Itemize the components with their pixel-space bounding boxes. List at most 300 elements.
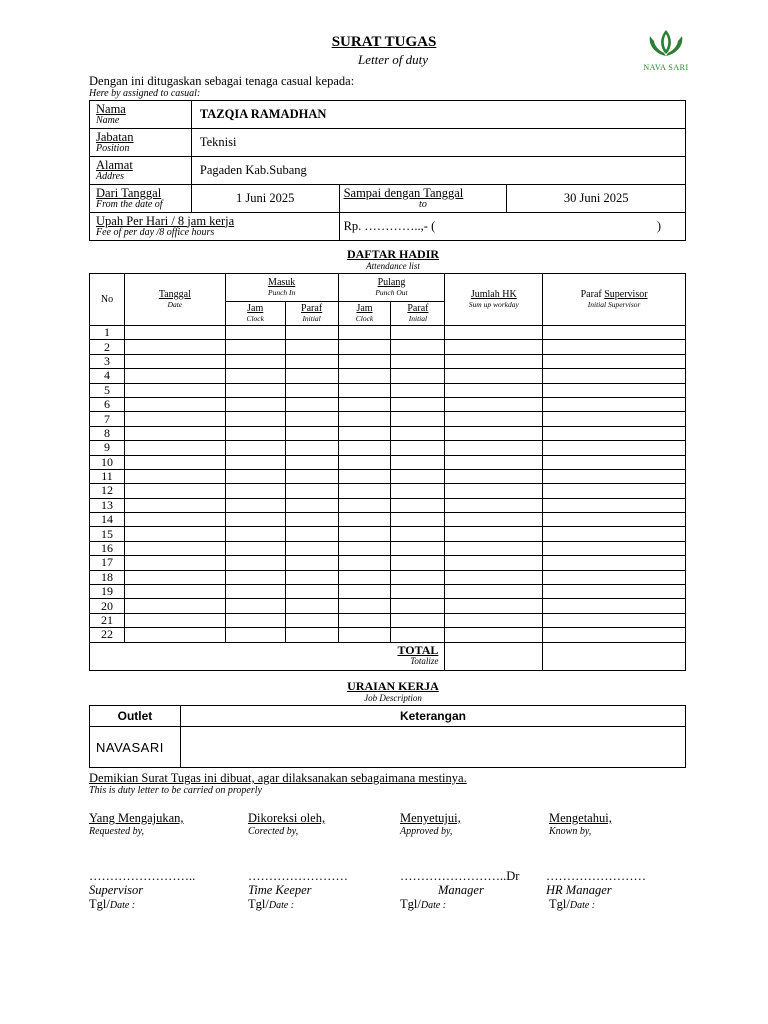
row-number: 5: [90, 383, 125, 397]
out-clock-label: Jam: [356, 302, 373, 314]
sig-approved: [400, 811, 461, 837]
row-number: 10: [90, 455, 125, 469]
attendance-row: [90, 412, 686, 426]
date-cell[interactable]: [124, 426, 225, 440]
out-initial-cell[interactable]: [391, 613, 445, 627]
in-clock-cell[interactable]: [225, 498, 285, 512]
out-initial-cell[interactable]: [391, 556, 445, 570]
attendance-row: [90, 585, 686, 599]
out-clock-cell[interactable]: [338, 340, 391, 354]
in-clock-cell[interactable]: [225, 455, 285, 469]
in-clock-cell[interactable]: [225, 441, 285, 455]
in-clock-cell[interactable]: [225, 369, 285, 383]
supervisor-cell[interactable]: [543, 441, 686, 455]
in-initial-cell[interactable]: [285, 541, 338, 555]
date-corrected: [248, 897, 294, 912]
out-clock-cell[interactable]: [338, 570, 391, 584]
col-no: No: [90, 274, 125, 326]
col-outlet: Outlet: [90, 706, 181, 727]
supervisor-cell[interactable]: [543, 570, 686, 584]
address-row: [90, 157, 686, 185]
fee-label: Upah Per Hari / 8 jam kerja: [96, 213, 235, 228]
date-cell[interactable]: [124, 383, 225, 397]
out-initial-label: Paraf: [407, 302, 429, 314]
supervisor-cell[interactable]: [543, 613, 686, 627]
workday-cell[interactable]: [445, 397, 543, 411]
supervisor-cell[interactable]: [543, 455, 686, 469]
workday-cell[interactable]: [445, 570, 543, 584]
supervisor-cell[interactable]: [543, 326, 686, 340]
tgl-label: Tgl/: [400, 897, 421, 911]
tgl-label: Tgl/: [248, 897, 269, 911]
workday-cell[interactable]: [445, 599, 543, 613]
date-cell[interactable]: [124, 613, 225, 627]
row-number: 3: [90, 354, 125, 368]
document-subtitle: Letter of duty: [357, 52, 429, 67]
sig-requested: [89, 811, 184, 837]
supervisor-cell[interactable]: [543, 340, 686, 354]
in-clock-cell[interactable]: [225, 340, 285, 354]
row-number: 21: [90, 613, 125, 627]
attendance-row: [90, 527, 686, 541]
date-to-label: Sampai dengan Tanggal: [343, 185, 464, 200]
date-cell[interactable]: [124, 369, 225, 383]
attendance-row: [90, 628, 686, 642]
out-initial-cell[interactable]: [391, 397, 445, 411]
out-initial-cell[interactable]: [391, 383, 445, 397]
sig-known-line[interactable]: ……………………: [546, 869, 646, 883]
position-value: Teknisi: [191, 129, 685, 157]
date-cell[interactable]: [124, 412, 225, 426]
workday-cell[interactable]: [445, 556, 543, 570]
date-cell[interactable]: [124, 469, 225, 483]
in-clock-cell[interactable]: [225, 628, 285, 642]
date-from-label: Dari Tanggal: [96, 185, 162, 200]
col-punch-out: [338, 274, 445, 302]
sig-corrected-sub: Corected by,: [248, 826, 299, 837]
date-cell[interactable]: [124, 585, 225, 599]
date-cell[interactable]: [124, 570, 225, 584]
col-workday-sub: Sum up workday: [468, 299, 519, 309]
col-supervisor: [543, 274, 686, 326]
out-clock-cell[interactable]: [338, 369, 391, 383]
attendance-row: [90, 340, 686, 354]
in-clock-cell[interactable]: [225, 383, 285, 397]
row-number: 14: [90, 513, 125, 527]
out-initial-cell[interactable]: [391, 469, 445, 483]
sig-approved-sub: Approved by,: [400, 826, 453, 837]
out-clock-cell[interactable]: [338, 469, 391, 483]
in-clock-cell[interactable]: [225, 599, 285, 613]
attendance-table: [89, 273, 686, 671]
col-date-sub: Date: [167, 299, 183, 309]
in-clock-cell[interactable]: [225, 354, 285, 368]
closing-text-en: This is duty letter to be carried on properly: [89, 785, 262, 796]
workday-cell[interactable]: [445, 441, 543, 455]
out-initial-cell[interactable]: [391, 527, 445, 541]
col-out-label: Pulang: [377, 276, 406, 288]
in-clock-sub: Clock: [246, 313, 264, 323]
out-clock-cell[interactable]: [338, 441, 391, 455]
out-clock-cell[interactable]: [338, 585, 391, 599]
role-supervisor: Supervisor: [89, 883, 144, 897]
total-label-en: Totalize: [410, 656, 439, 667]
in-initial-cell[interactable]: [285, 556, 338, 570]
in-initial-cell[interactable]: [285, 326, 338, 340]
supervisor-cell[interactable]: [543, 556, 686, 570]
name-row: [90, 101, 686, 129]
supervisor-cell[interactable]: [543, 354, 686, 368]
in-clock-cell[interactable]: [225, 527, 285, 541]
out-initial-cell[interactable]: [391, 441, 445, 455]
attendance-row: [90, 354, 686, 368]
date-label: Date :: [268, 900, 295, 911]
workday-cell[interactable]: [445, 426, 543, 440]
workday-cell[interactable]: [445, 613, 543, 627]
name-value: TAZQIA RAMADHAN: [191, 101, 685, 129]
in-clock-cell[interactable]: [225, 426, 285, 440]
fee-row: [90, 213, 686, 241]
job-description-table: [89, 705, 686, 768]
attendance-row: [90, 599, 686, 613]
out-initial-cell[interactable]: [391, 455, 445, 469]
address-label: Alamat: [96, 157, 133, 172]
col-in-label: Masuk: [268, 276, 296, 288]
out-clock-cell[interactable]: [338, 326, 391, 340]
col-date: [124, 274, 225, 326]
address-value: Pagaden Kab.Subang: [191, 157, 685, 185]
in-clock-cell[interactable]: [225, 484, 285, 498]
out-clock-cell[interactable]: [338, 613, 391, 627]
tgl-label: Tgl/: [549, 897, 570, 911]
attendance-row: [90, 469, 686, 483]
row-number: 2: [90, 340, 125, 354]
workday-cell[interactable]: [445, 412, 543, 426]
supervisor-cell[interactable]: [543, 369, 686, 383]
date-cell[interactable]: [124, 527, 225, 541]
out-initial-cell[interactable]: [391, 599, 445, 613]
out-clock-cell[interactable]: [338, 397, 391, 411]
col-workday-label: Jumlah HK: [470, 288, 517, 300]
attendance-row: [90, 326, 686, 340]
out-clock-cell[interactable]: [338, 556, 391, 570]
sig-known: [549, 811, 612, 837]
in-clock-cell[interactable]: [225, 469, 285, 483]
in-clock-cell[interactable]: [225, 397, 285, 411]
date-cell[interactable]: [124, 599, 225, 613]
workday-cell[interactable]: [445, 527, 543, 541]
in-initial-cell[interactable]: [285, 628, 338, 642]
total-workday-cell[interactable]: [445, 642, 543, 670]
date-from-value: 1 Juni 2025: [191, 185, 339, 213]
out-clock-cell[interactable]: [338, 412, 391, 426]
date-label: Date :: [420, 900, 447, 911]
row-number: 13: [90, 498, 125, 512]
in-initial-cell[interactable]: [285, 354, 338, 368]
row-number: 20: [90, 599, 125, 613]
in-initial-cell[interactable]: [285, 441, 338, 455]
out-clock-cell[interactable]: [338, 498, 391, 512]
workday-cell[interactable]: [445, 628, 543, 642]
supervisor-cell[interactable]: [543, 426, 686, 440]
workday-cell[interactable]: [445, 383, 543, 397]
date-cell[interactable]: [124, 340, 225, 354]
in-initial-cell[interactable]: [285, 498, 338, 512]
row-number: 6: [90, 397, 125, 411]
col-supervisor-sub: Initial Supervisor: [587, 299, 641, 309]
col-workday: [445, 274, 543, 326]
date-label: Date :: [569, 900, 596, 911]
date-cell[interactable]: [124, 513, 225, 527]
in-initial-label: Paraf: [301, 302, 323, 314]
position-row: [90, 129, 686, 157]
out-clock-cell[interactable]: [338, 426, 391, 440]
date-range-row: [90, 185, 686, 213]
supervisor-cell[interactable]: [543, 412, 686, 426]
supervisor-cell[interactable]: [543, 397, 686, 411]
in-clock-cell[interactable]: [225, 412, 285, 426]
sig-known-label: Mengetahui,: [549, 811, 612, 825]
row-number: 4: [90, 369, 125, 383]
out-initial-cell[interactable]: [391, 585, 445, 599]
col-notes: Keterangan: [180, 706, 685, 727]
fee-close-paren: ): [656, 219, 661, 233]
out-initial-cell[interactable]: [391, 541, 445, 555]
out-initial-sub: Initial: [408, 313, 428, 323]
out-clock-cell[interactable]: [338, 628, 391, 642]
supervisor-cell[interactable]: [543, 513, 686, 527]
attendance-row: [90, 513, 686, 527]
in-initial-cell[interactable]: [285, 484, 338, 498]
supervisor-cell[interactable]: [543, 383, 686, 397]
sig-approved-label: Menyetujui,: [400, 811, 461, 825]
supervisor-cell[interactable]: [543, 628, 686, 642]
col-date-label: Tanggal: [158, 288, 191, 300]
out-clock-cell[interactable]: [338, 455, 391, 469]
supervisor-cell[interactable]: [543, 541, 686, 555]
fee-value: Rp. …………..,- (: [343, 219, 436, 233]
document-title: SURAT TUGAS: [331, 34, 437, 50]
out-initial-cell[interactable]: [391, 354, 445, 368]
date-cell[interactable]: [124, 484, 225, 498]
date-approved: [400, 897, 446, 912]
out-initial-cell[interactable]: [391, 426, 445, 440]
attendance-row: [90, 498, 686, 512]
in-clock-cell[interactable]: [225, 613, 285, 627]
in-initial-cell[interactable]: [285, 340, 338, 354]
col-out-sub: Punch Out: [375, 287, 408, 297]
in-clock-cell[interactable]: [225, 585, 285, 599]
in-initial-cell[interactable]: [285, 397, 338, 411]
workday-cell[interactable]: [445, 541, 543, 555]
in-clock-cell[interactable]: [225, 326, 285, 340]
sig-known-sub: Known by,: [549, 826, 592, 837]
row-number: 8: [90, 426, 125, 440]
supervisor-cell[interactable]: [543, 599, 686, 613]
workday-cell[interactable]: [445, 469, 543, 483]
attendance-subtitle: Attendance list: [366, 261, 420, 271]
in-initial-cell[interactable]: [285, 599, 338, 613]
workday-cell[interactable]: [445, 354, 543, 368]
in-initial-cell[interactable]: [285, 383, 338, 397]
col-supervisor-pre: Paraf: [580, 288, 605, 300]
attendance-row: [90, 541, 686, 555]
out-clock-cell[interactable]: [338, 541, 391, 555]
role-time-keeper: Time Keeper: [248, 883, 312, 897]
out-initial-cell[interactable]: [391, 628, 445, 642]
in-clock-cell[interactable]: [225, 541, 285, 555]
row-number: 19: [90, 585, 125, 599]
date-cell[interactable]: [124, 326, 225, 340]
in-initial-cell[interactable]: [285, 570, 338, 584]
job-subtitle: Job Description: [364, 693, 422, 703]
date-cell[interactable]: [124, 397, 225, 411]
col-punch-in: [225, 274, 338, 302]
in-initial-cell[interactable]: [285, 613, 338, 627]
in-initial-cell[interactable]: [285, 469, 338, 483]
attendance-row: [90, 484, 686, 498]
attendance-row: [90, 426, 686, 440]
navasari-logo: [638, 28, 694, 72]
sig-requested-label: Yang Mengajukan,: [89, 811, 184, 825]
out-clock-sub: Clock: [355, 313, 374, 323]
attendance-title: DAFTAR HADIR: [346, 247, 440, 261]
sig-requested-line[interactable]: ……………………..: [89, 869, 196, 883]
attendance-row: [90, 397, 686, 411]
out-clock-cell[interactable]: [338, 383, 391, 397]
row-number: 18: [90, 570, 125, 584]
date-cell[interactable]: [124, 541, 225, 555]
in-initial-cell[interactable]: [285, 455, 338, 469]
position-label-en: Position: [96, 142, 130, 154]
total-label: TOTAL: [397, 643, 439, 658]
sig-corrected-label: Dikoreksi oleh,: [248, 811, 326, 825]
workday-cell[interactable]: [445, 455, 543, 469]
sig-approved-line[interactable]: ……………………..Dr: [400, 869, 520, 883]
date-to-value: 30 Juni 2025: [507, 185, 686, 213]
outlet-value: NAVASARI: [90, 727, 181, 768]
total-supervisor-cell[interactable]: [543, 642, 686, 670]
date-cell[interactable]: [124, 498, 225, 512]
workday-cell[interactable]: [445, 484, 543, 498]
out-initial-cell[interactable]: [391, 513, 445, 527]
out-initial-cell[interactable]: [391, 326, 445, 340]
row-number: 15: [90, 527, 125, 541]
workday-cell[interactable]: [445, 369, 543, 383]
in-initial-cell[interactable]: [285, 369, 338, 383]
supervisor-cell[interactable]: [543, 585, 686, 599]
address-label-en: Addres: [96, 170, 124, 182]
date-cell[interactable]: [124, 354, 225, 368]
attendance-rows: [90, 326, 686, 643]
col-out-initial: [391, 302, 445, 326]
name-label: Nama: [96, 101, 126, 116]
out-initial-cell[interactable]: [391, 484, 445, 498]
workday-cell[interactable]: [445, 340, 543, 354]
workday-cell[interactable]: [445, 498, 543, 512]
col-in-sub: Punch In: [268, 287, 296, 297]
supervisor-cell[interactable]: [543, 484, 686, 498]
row-number: 11: [90, 469, 125, 483]
in-initial-cell[interactable]: [285, 513, 338, 527]
date-cell[interactable]: [124, 441, 225, 455]
fee-label-en: Fee of per day /8 office hours: [96, 226, 215, 238]
tgl-label: Tgl/: [89, 897, 110, 911]
notes-value[interactable]: [180, 727, 685, 768]
date-requested: [89, 897, 135, 912]
sig-corrected-line[interactable]: ……………………: [248, 869, 348, 883]
in-initial-cell[interactable]: [285, 527, 338, 541]
col-supervisor-label: Supervisor: [604, 288, 648, 300]
logo-text: NAVA SARI: [643, 63, 689, 72]
in-clock-label: Jam: [247, 302, 264, 314]
in-initial-cell[interactable]: [285, 412, 338, 426]
out-initial-cell[interactable]: [391, 412, 445, 426]
out-initial-cell[interactable]: [391, 340, 445, 354]
in-initial-cell[interactable]: [285, 426, 338, 440]
out-clock-cell[interactable]: [338, 599, 391, 613]
in-clock-cell[interactable]: [225, 570, 285, 584]
date-cell[interactable]: [124, 455, 225, 469]
out-clock-cell[interactable]: [338, 484, 391, 498]
workday-cell[interactable]: [445, 585, 543, 599]
row-number: 7: [90, 412, 125, 426]
date-cell[interactable]: [124, 556, 225, 570]
out-initial-cell[interactable]: [391, 498, 445, 512]
row-number: 9: [90, 441, 125, 455]
supervisor-cell[interactable]: [543, 469, 686, 483]
attendance-row: [90, 570, 686, 584]
sig-requested-sub: Requested by,: [89, 826, 144, 837]
date-label: Date :: [109, 900, 136, 911]
row-number: 17: [90, 556, 125, 570]
attendance-row: [90, 369, 686, 383]
in-clock-cell[interactable]: [225, 513, 285, 527]
role-manager: Manager: [438, 883, 484, 897]
supervisor-cell[interactable]: [543, 527, 686, 541]
attendance-row: [90, 556, 686, 570]
out-initial-cell[interactable]: [391, 570, 445, 584]
assignee-info-table: [89, 100, 686, 241]
sig-corrected: [248, 811, 325, 837]
role-hr-manager: HR Manager: [546, 883, 612, 897]
position-label: Jabatan: [96, 129, 134, 144]
in-clock-cell[interactable]: [225, 556, 285, 570]
intro-text-en: Here by assigned to casual:: [89, 88, 201, 99]
out-initial-cell[interactable]: [391, 369, 445, 383]
attendance-row: [90, 455, 686, 469]
out-clock-cell[interactable]: [338, 527, 391, 541]
workday-cell[interactable]: [445, 326, 543, 340]
attendance-row: [90, 613, 686, 627]
attendance-row: [90, 383, 686, 397]
row-number: 22: [90, 628, 125, 642]
in-initial-cell[interactable]: [285, 585, 338, 599]
date-cell[interactable]: [124, 628, 225, 642]
name-label-en: Name: [96, 114, 120, 126]
intro-text: Dengan ini ditugaskan sebagai tenaga casual kepada:: [89, 74, 355, 88]
date-to-label-en: to: [419, 198, 427, 210]
supervisor-cell[interactable]: [543, 498, 686, 512]
col-in-clock: [225, 302, 285, 326]
out-clock-cell[interactable]: [338, 354, 391, 368]
attendance-row: [90, 441, 686, 455]
closing-text: Demikian Surat Tugas ini dibuat, agar dilaksanakan sebagaimana mestinya.: [89, 771, 467, 785]
col-in-initial: [285, 302, 338, 326]
workday-cell[interactable]: [445, 513, 543, 527]
out-clock-cell[interactable]: [338, 513, 391, 527]
date-from-label-en: From the date of: [96, 198, 163, 210]
